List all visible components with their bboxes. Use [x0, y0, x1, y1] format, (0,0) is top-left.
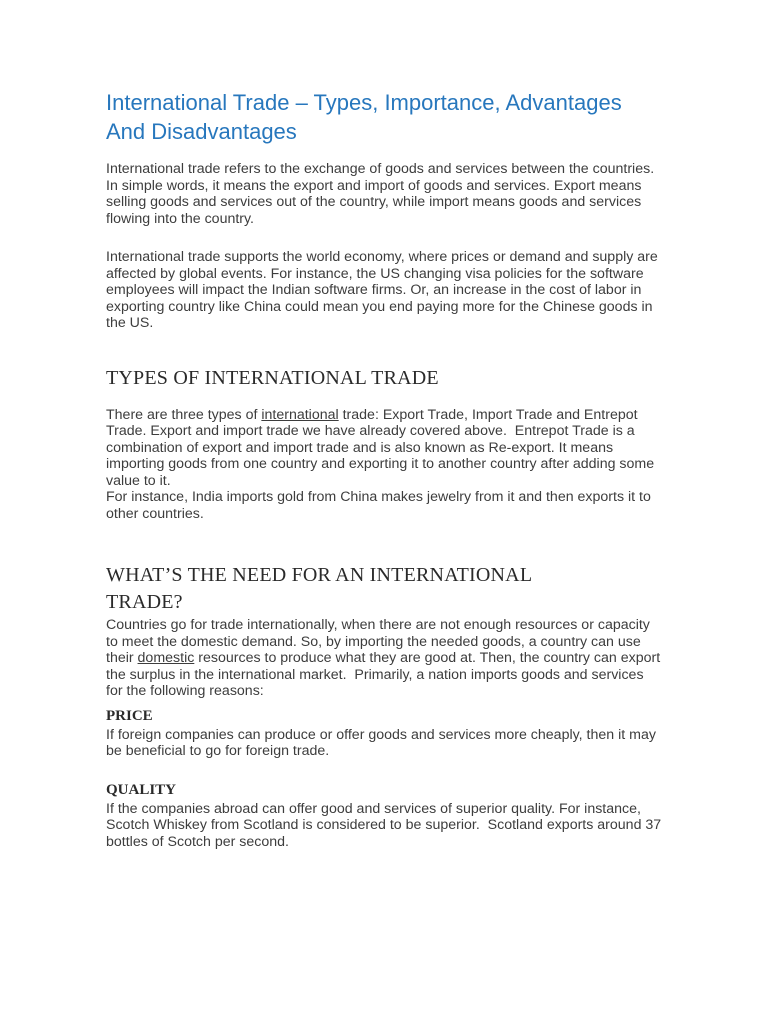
need-section-heading [106, 562, 664, 616]
intro-paragraph-1: International trade refers to the exchange of goods and services between the countries. In simple words, it means the export and import of goods and services. Export means selling goods and services out of the country, while import means goods and services flowing into the country. [106, 161, 659, 227]
underlined-term-domestic: domestic [137, 650, 195, 666]
price-heading: PRICE [106, 707, 153, 724]
underlined-term-international: international [261, 406, 339, 423]
need-heading-line2: TRADE? [106, 591, 183, 613]
types-section-paragraph [106, 407, 664, 523]
need-paragraph-rest: resources to produce what they are good at. Then, the country can export the surplus in the international market. Primarily, a nation imports goods and services for the following reasons: [106, 650, 665, 699]
types-paragraph-example: For instance, India imports gold from China makes jewelry from it and then exports it to other countries. [106, 489, 655, 522]
document-title: International Trade – Types, Importance, Advantages And Disadvantages [106, 90, 622, 144]
types-section-heading: TYPES OF INTERNATIONAL TRADE [106, 366, 439, 389]
quality-heading: QUALITY [106, 781, 177, 798]
types-paragraph-lead: There are three types of [106, 406, 262, 423]
need-heading-line1: WHAT’S THE NEED FOR AN INTERNATIONAL [106, 564, 533, 586]
document-content [106, 0, 664, 850]
price-paragraph: If foreign companies can produce or offer goods and services more cheaply, then it may be beneficial to go for foreign trade. [106, 726, 660, 759]
need-paragraph-lead: Countries go for trade internationally, when there are not enough resources or capacity to meet the domestic demand. So, by importing the needed goods, a country can use their [106, 617, 654, 666]
types-paragraph-rest: trade: Export Trade, Import Trade and Entrepot Trade. Export and import trade we have already covered above. Entrepot Trade is a combination of export and import trade and is also known as Re-export. It means importing goods from one country and exporting it to another country after adding some value to it. [106, 406, 659, 489]
quality-paragraph: If the companies abroad can offer good and services of superior quality. For instance, Scotch Whiskey from Scotland is considered to be superior. Scotland exports around 37 bottles of Scotch per second. [106, 800, 666, 850]
intro-paragraph-2: International trade supports the world economy, where prices or demand and supply are affected by global events. For instance, the US changing visa policies for the software employees will impact the Indian software firms. Or, an increase in the cost of labor in exporting country like China could mean you end paying more for the Chinese goods in the US. [106, 249, 662, 331]
need-section-paragraph [106, 617, 664, 700]
